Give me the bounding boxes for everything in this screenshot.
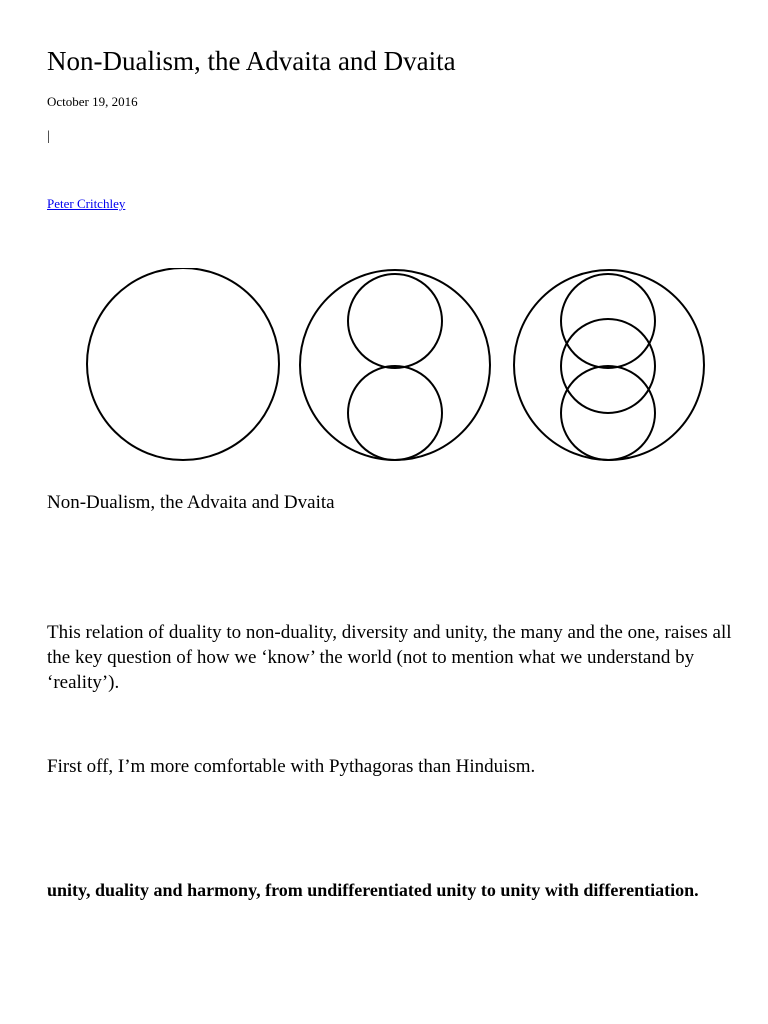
circles-figure — [80, 268, 712, 462]
article-title: Non-Dualism, the Advaita and Dvaita — [47, 46, 456, 76]
figure-caption: Non-Dualism, the Advaita and Dvaita — [47, 492, 335, 513]
byline-separator: | — [47, 129, 50, 144]
harmony-outer-circle — [514, 270, 704, 460]
body-paragraph: First off, I’m more comfortable with Pythagoras than Hinduism. — [47, 756, 536, 777]
author-link[interactable]: Peter Critchley — [47, 196, 126, 211]
bold-paragraph: unity, duality and harmony, from undifferentiated unity to unity with differentiation. — [47, 880, 699, 900]
harmony-upper-inner-circle — [561, 274, 655, 368]
publish-date: October 19, 2016 — [47, 94, 138, 109]
duality-upper-inner-circle — [348, 274, 442, 368]
unity-circle — [87, 268, 279, 460]
duality-lower-inner-circle — [348, 366, 442, 460]
body-paragraph: This relation of duality to non-duality, diversity and unity, the many and the one, raises all the key question of how we ‘know’ the world (not to mention what we understand by ‘reality’). — [47, 622, 732, 693]
circles-diagram — [80, 268, 712, 462]
